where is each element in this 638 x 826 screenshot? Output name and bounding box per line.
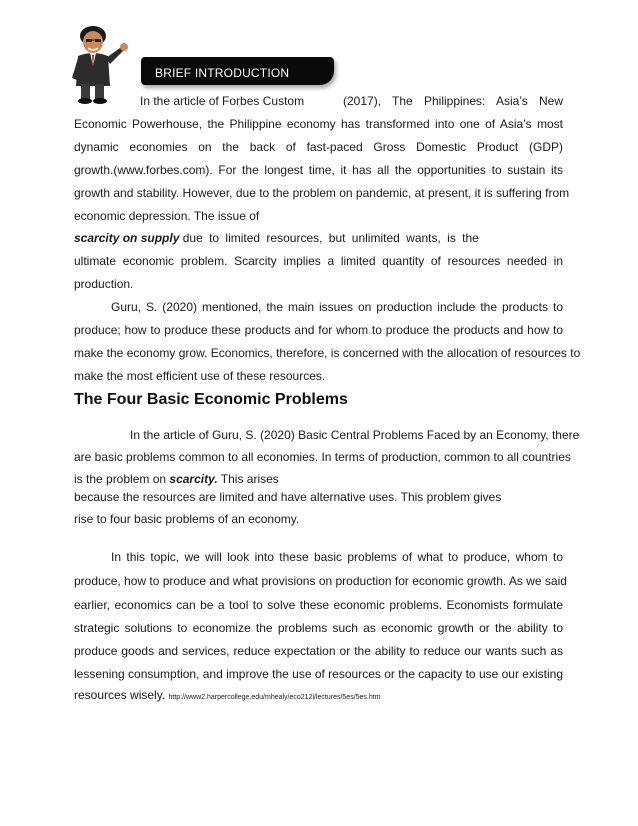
section-p1-line-3b: This arises xyxy=(220,472,279,486)
intro-line-7 xyxy=(74,231,479,245)
intro-line-2: Economic Powerhouse, the Philippine economy has transformed into one of Asia’s most xyxy=(74,117,563,131)
teacher-character-illustration xyxy=(68,22,132,104)
section-p2-line-3: earlier, economics can be a tool to solve these economic problems. Economists formulate xyxy=(74,598,563,612)
section-p2-line-7-text: resources wisely. xyxy=(74,688,166,702)
scarcity-on-supply-emphasis: scarcity on supply xyxy=(74,231,180,245)
section-p2-line-4: strategic solutions to economize the problems such as economic growth or the ability to xyxy=(74,621,563,635)
guru-line-4: make the most efficient use of these resources. xyxy=(74,369,326,383)
section-p2-line-7 xyxy=(74,688,381,705)
section-p1-line-4: because the resources are limited and have alternative uses. This problem gives xyxy=(74,490,502,504)
intro-line-5: growth and stability. However, due to the problem on pandemic, at present, it is suffering from xyxy=(74,186,570,200)
scarcity-emphasis: scarcity. xyxy=(169,472,218,486)
section-p2-line-6: lessening consumption, and improve the use of resources or the capacity to use our existing xyxy=(74,667,563,681)
intro-line-7-rest: due to limited resources, but unlimited wants, is the xyxy=(182,231,479,245)
intro-line-9: production. xyxy=(74,277,134,291)
guru-line-3: make the economy grow. Economics, therefore, is concerned with the allocation of resources to xyxy=(74,346,581,360)
intro-line-6: economic depression. The issue of xyxy=(74,209,260,223)
section-p1-line-1: In the article of Guru, S. (2020) Basic Central Problems Faced by an Economy, there xyxy=(130,428,580,442)
section-p1-line-5: rise to four basic problems of an economy. xyxy=(74,512,300,526)
section-p2-line-1: In this topic, we will look into these basic problems of what to produce, whom to xyxy=(111,550,563,564)
section-p1-line-3 xyxy=(74,472,279,486)
section-banner xyxy=(141,57,334,85)
intro-line-3: dynamic economies on the back of fast-paced Gross Domestic Product (GDP) xyxy=(74,140,563,154)
guru-line-1: Guru, S. (2020) mentioned, the main issues on production include the products to xyxy=(111,300,563,314)
section-p1-line-3a: is the problem on xyxy=(74,472,167,486)
intro-line-8: ultimate economic problem. Scarcity implies a limited quantity of resources needed in xyxy=(74,254,563,268)
section-p2-line-2: produce, how to produce and what provisions on production for economic growth. As we said xyxy=(74,574,567,588)
section-p2-line-5: produce goods and services, reduce expectation or the ability to reduce our wants such as xyxy=(74,644,563,658)
intro-line-4: growth.(www.forbes.com). For the longest time, it has all the opportunities to sustain its xyxy=(74,163,563,177)
guru-line-2: produce; how to produce these products and for whom to produce the products and how to xyxy=(74,323,563,337)
source-url: http://www2.harpercollege.edu/mhealy/eco212i/lectures/5es/5es.htm xyxy=(168,694,381,701)
intro-line-1b: (2017), The Philippines: Asia’s New xyxy=(343,94,563,108)
banner-title: BRIEF INTRODUCTION xyxy=(155,66,290,80)
section-p1-line-2: are basic problems common to all economies. In terms of production, common to all countries xyxy=(74,450,571,464)
section-heading: The Four Basic Economic Problems xyxy=(74,391,348,408)
intro-line-1a: In the article of Forbes Custom xyxy=(140,94,305,108)
